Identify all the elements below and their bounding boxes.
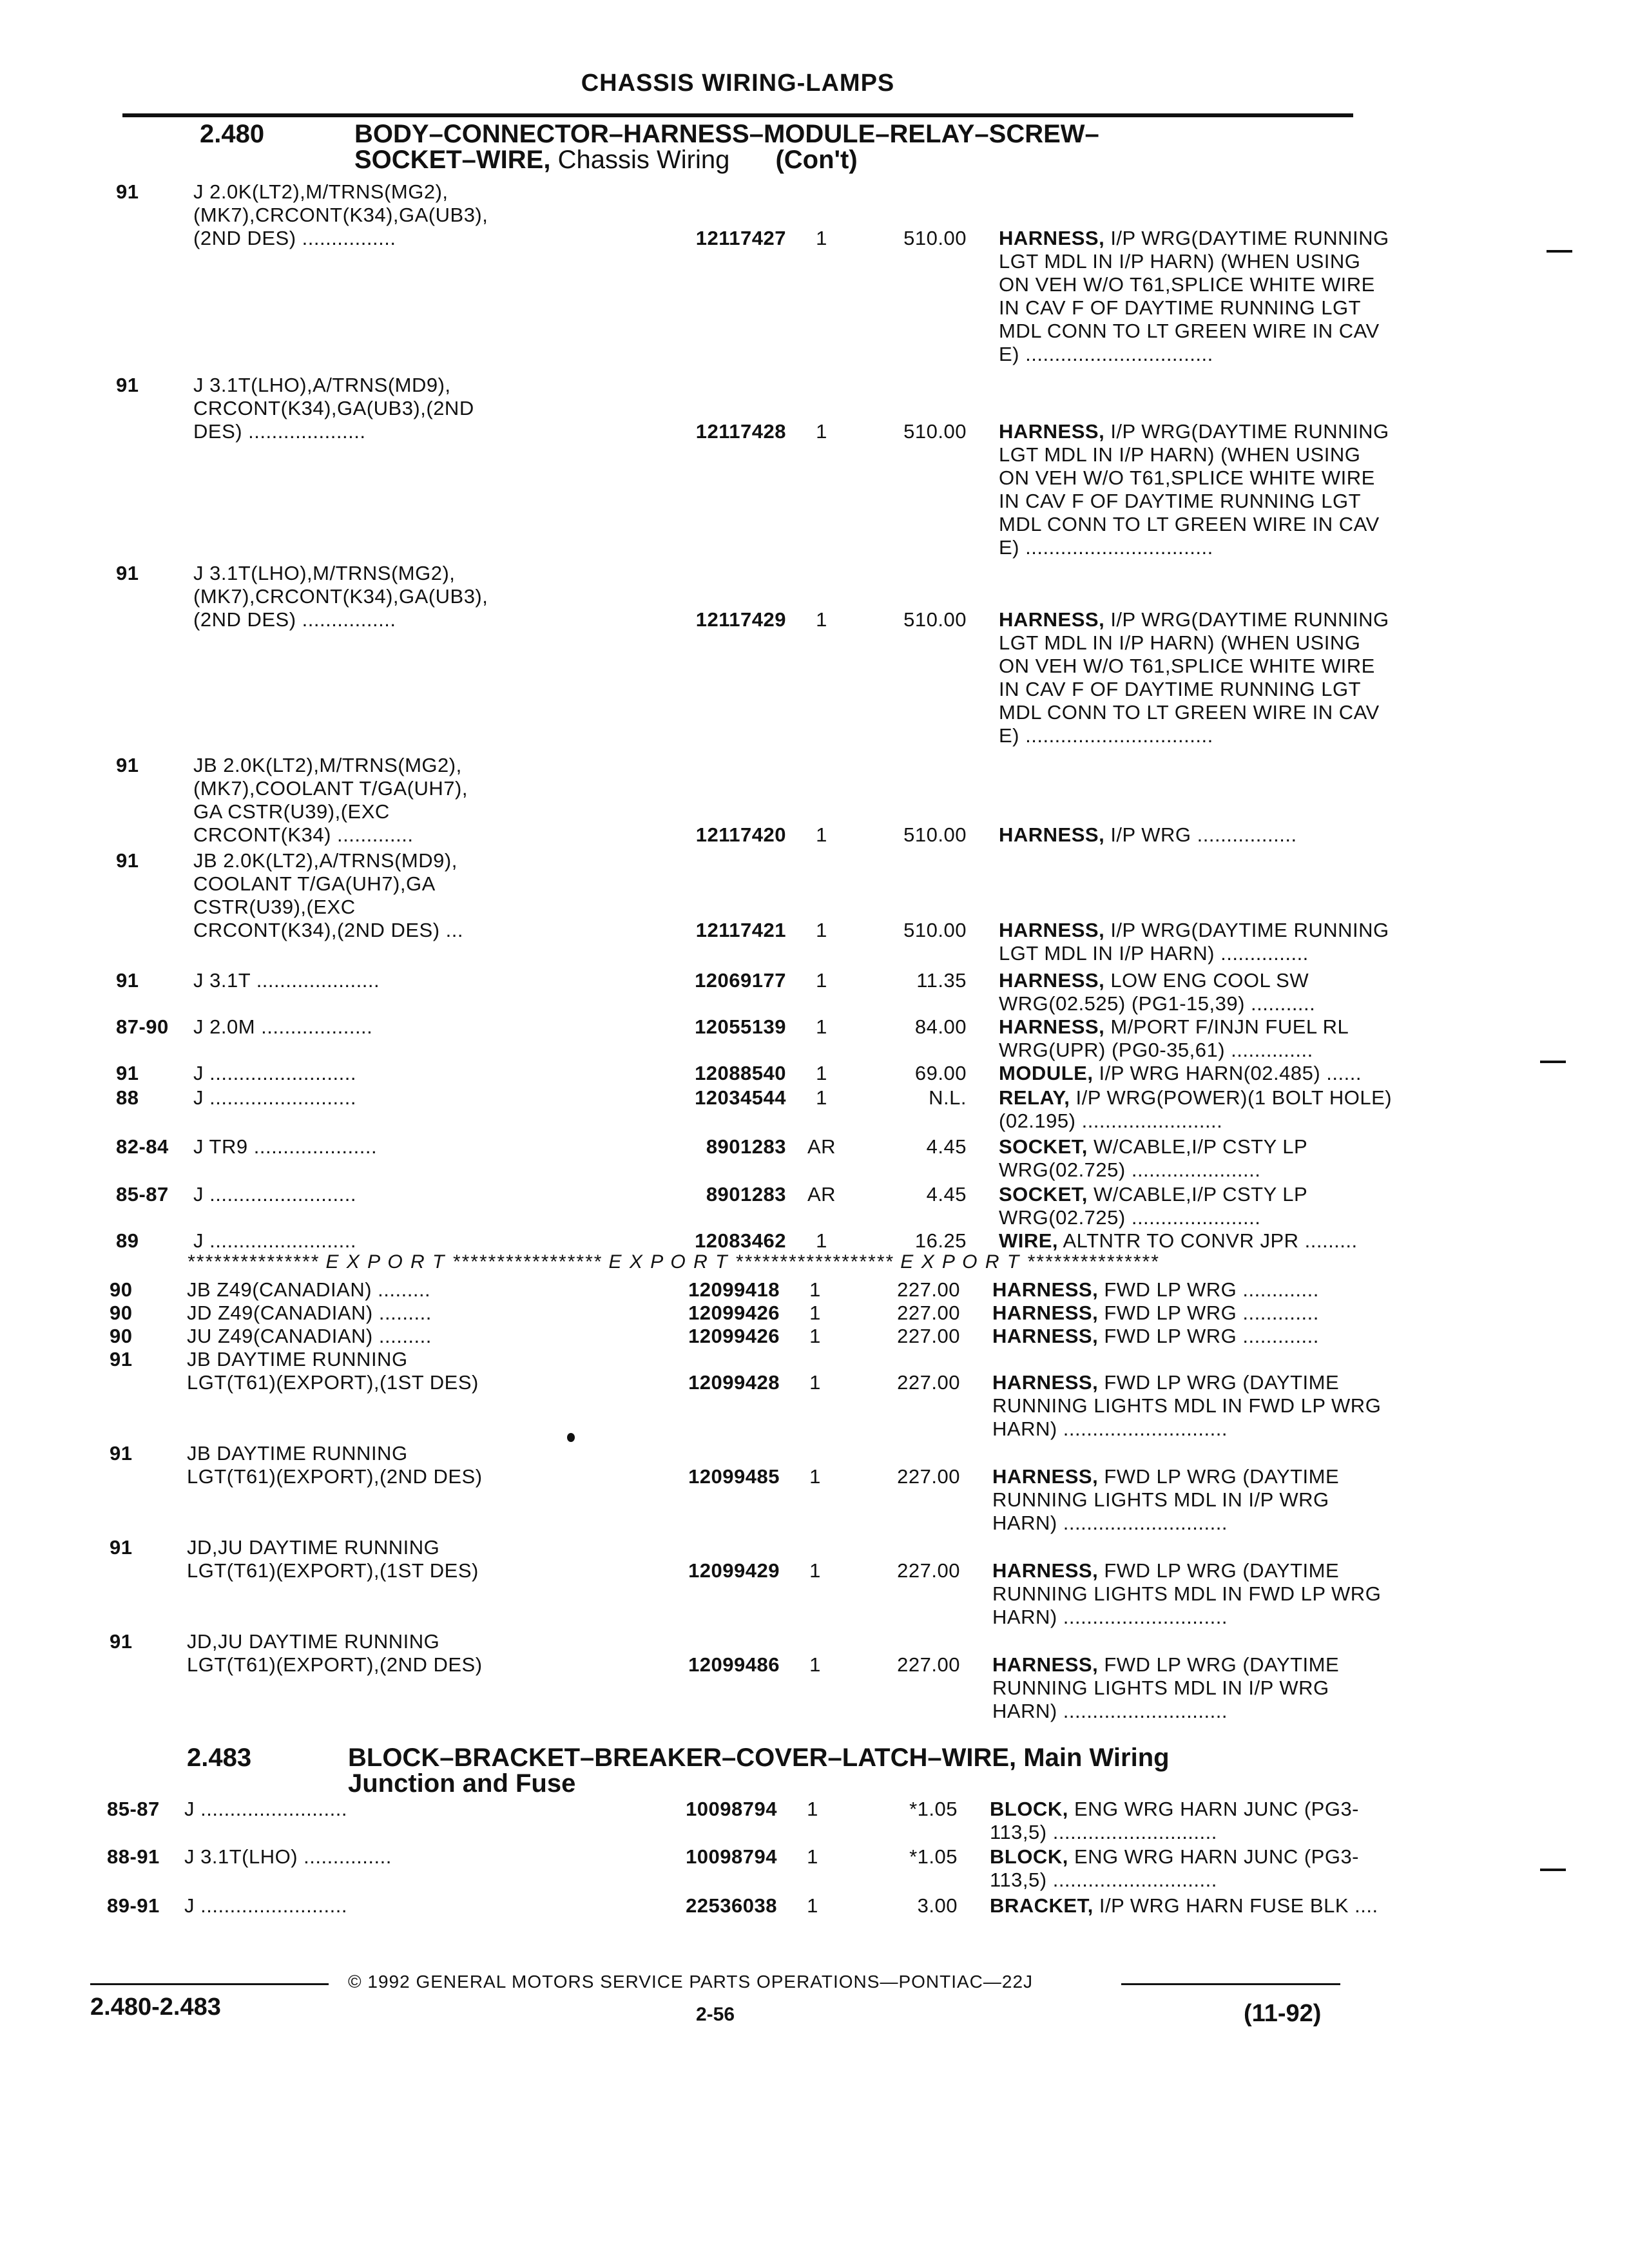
part-name-keyword: HARNESS, [992,1302,1099,1324]
margin-mark [1547,250,1572,253]
model-year: 91 [116,754,139,776]
part-name-detail: W/CABLE,I/P CSTY LP WRG(02.725) ...................... [999,1183,1308,1229]
page-header: CHASSIS WIRING-LAMPS [581,70,895,97]
dot-mark [567,1433,575,1442]
quantity: 1 [809,1653,821,1676]
section-number: 2.480 [200,120,265,148]
quantity: 1 [809,1465,821,1488]
price: 227.00 [897,1302,960,1324]
part-name [999,823,1463,847]
quantity: 1 [809,1325,821,1347]
quantity: 1 [816,420,827,443]
quantity: 1 [816,919,827,941]
model-year: 88-91 [107,1845,160,1868]
part-name [992,1465,1456,1535]
part-name-detail: LOW ENG COOL SW WRG(02.525) (PG1-15,39) ........... [999,969,1316,1015]
part-name [999,1062,1463,1085]
price: 227.00 [897,1653,960,1676]
model-description: JB 2.0K(LT2),A/TRNS(MD9), COOLANT T/GA(UH7),GA CSTR(U39),(EXC CRCONT(K34),(2ND DES) ... [193,849,463,941]
model-year: 85-87 [107,1798,160,1820]
part-name-keyword: HARNESS, [999,1015,1105,1038]
part-name [999,1086,1463,1133]
model-year: 91 [110,1536,133,1559]
price: 227.00 [897,1371,960,1394]
part-name-detail: I/P WRG(POWER)(1 BOLT HOLE) (02.195) ........................ [999,1086,1393,1132]
quantity: 1 [816,608,827,631]
model-description: JD,JU DAYTIME RUNNING LGT(T61)(EXPORT),(1ST DES) [187,1536,479,1582]
part-name-detail: W/CABLE,I/P CSTY LP WRG(02.725) ...................... [999,1135,1308,1181]
part-name-keyword: HARNESS, [992,1559,1099,1582]
quantity: 1 [807,1894,818,1917]
part-name-keyword: BLOCK, [990,1845,1068,1868]
model-year: 91 [116,969,139,992]
model-year: 90 [110,1325,133,1347]
model-description: J 2.0K(LT2),M/TRNS(MG2), (MK7),CRCONT(K34),GA(UB3), (2ND DES) ................ [193,180,488,249]
part-name-detail: I/P WRG HARN FUSE BLK .... [1093,1894,1378,1917]
quantity: 1 [809,1302,821,1324]
model-description: JB DAYTIME RUNNING LGT(T61)(EXPORT),(1ST DES) [187,1348,479,1394]
model-description: J ......................... [193,1086,356,1109]
part-number: 12099418 [688,1278,780,1301]
section-title-line1 [348,1745,1443,1771]
part-name-detail: I/P WRG HARN(02.485) ...... [1093,1062,1362,1084]
part-name-keyword: RELAY, [999,1086,1070,1109]
footer-copyright: © 1992 GENERAL MOTORS SERVICE PARTS OPERATIONS—PONTIAC—22J [348,1972,1034,1992]
part-number: 10098794 [686,1798,777,1820]
part-number: 12088540 [695,1062,786,1084]
model-year: 87-90 [116,1015,169,1038]
model-year: 82-84 [116,1135,169,1158]
part-number: 12083462 [695,1229,786,1252]
model-description: J 2.0M ................... [193,1015,373,1038]
model-year: 89 [116,1229,139,1252]
section-title [354,121,1450,173]
price: 69.00 [914,1062,967,1084]
footer-rule-right [1121,1983,1340,1985]
part-name-keyword: HARNESS, [999,969,1105,992]
margin-mark [1540,1061,1566,1063]
price: 510.00 [903,919,967,941]
part-name [999,919,1463,965]
part-name-keyword: HARNESS, [992,1653,1099,1676]
part-name-keyword: HARNESS, [992,1465,1099,1488]
price: *1.05 [909,1845,958,1868]
section-title-line2-text: SOCKET–WIRE, [354,146,551,174]
part-name [992,1278,1456,1302]
model-description: J TR9 ..................... [193,1135,378,1158]
quantity: 1 [816,227,827,249]
part-number: 12117429 [695,608,786,631]
model-description: JD,JU DAYTIME RUNNING LGT(T61)(EXPORT),(2ND DES) [187,1630,483,1676]
part-name-detail: I/P WRG(DAYTIME RUNNING LGT MDL IN I/P HARN) ............... [999,919,1389,965]
part-number: 12099486 [688,1653,780,1676]
part-number: 12034544 [695,1086,786,1109]
quantity: 1 [809,1559,821,1582]
model-description: J ......................... [184,1798,347,1820]
part-name-keyword: SOCKET, [999,1183,1088,1206]
model-year: 91 [116,849,139,872]
part-name [999,1183,1463,1229]
part-number: 10098794 [686,1845,777,1868]
footer-rule-left [90,1983,329,1985]
section-title-line1: BODY–CONNECTOR–HARNESS–MODULE–RELAY–SCREW– [354,120,1099,148]
margin-mark [1540,1869,1566,1871]
part-name-detail: ENG WRG HARN JUNC (PG3- 113,5) ............................ [990,1845,1360,1891]
section-number: 2.483 [187,1744,252,1772]
part-name [999,1229,1463,1253]
model-year: 91 [116,562,139,584]
header-rule [122,113,1353,117]
price: 16.25 [914,1229,967,1252]
part-name-detail: ALTNTR TO CONVR JPR ......... [1058,1229,1358,1252]
part-name [999,608,1463,747]
model-description: J ......................... [193,1229,356,1252]
part-name [990,1798,1454,1844]
model-description: J 3.1T(LHO),A/TRNS(MD9), CRCONT(K34),GA(UB3),(2ND DES) .................... [193,374,474,443]
part-name-detail: I/P WRG(DAYTIME RUNNING LGT MDL IN I/P HARN) (WHEN USING ON VEH W/O T61,SPLICE WHITE WIRE IN CAV F OF DAYTIME RUNNING LGT MDL CONN TO LT GREEN WIRE IN CAV E) ................................ [999,608,1389,747]
part-name-detail: I/P WRG(DAYTIME RUNNING LGT MDL IN I/P HARN) (WHEN USING ON VEH W/O T61,SPLICE WHITE WIRE IN CAV F OF DAYTIME RUNNING LGT MDL CONN TO LT GREEN WIRE IN CAV E) ................................ [999,227,1389,365]
price: 227.00 [897,1325,960,1347]
price: 11.35 [916,969,967,992]
price: 510.00 [903,823,967,846]
model-description: J 3.1T ..................... [193,969,380,992]
part-name-keyword: HARNESS, [992,1278,1099,1301]
price: 84.00 [914,1015,967,1038]
part-name [990,1894,1454,1917]
part-number: 12117428 [695,420,786,443]
model-year: 91 [116,374,139,396]
quantity: 1 [816,1229,827,1252]
part-name-keyword: WIRE, [999,1229,1059,1252]
price: 510.00 [903,420,967,443]
part-name-detail: M/PORT F/INJN FUEL RL WRG(UPR) (PG0-35,61) .............. [999,1015,1349,1061]
model-description: JB DAYTIME RUNNING LGT(T61)(EXPORT),(2ND DES) [187,1442,483,1488]
part-name-detail: FWD LP WRG ............. [1098,1325,1319,1347]
price: 227.00 [897,1278,960,1301]
model-year: 90 [110,1278,133,1301]
part-number: 12117420 [695,823,786,846]
price: 227.00 [897,1559,960,1582]
price: 510.00 [903,227,967,249]
model-description: J 3.1T(LHO),M/TRNS(MG2), (MK7),CRCONT(K34),GA(UB3), (2ND DES) ................ [193,562,488,631]
part-name [992,1653,1456,1723]
section-title-line1-text: BLOCK–BRACKET–BREAKER–COVER–LATCH–WIRE, [348,1744,1017,1772]
part-name [992,1325,1456,1348]
part-name [999,420,1463,559]
model-year: 91 [116,1062,139,1084]
part-name-keyword: MODULE, [999,1062,1094,1084]
part-number: 12099426 [688,1325,780,1347]
model-year: 85-87 [116,1183,169,1206]
quantity: 1 [816,1086,827,1109]
quantity: 1 [809,1371,821,1394]
part-name-keyword: HARNESS, [992,1325,1099,1347]
quantity: 1 [816,823,827,846]
price: *1.05 [909,1798,958,1820]
part-number: 12117421 [695,919,786,941]
part-name [992,1559,1456,1629]
part-name [999,1015,1463,1062]
quantity: 1 [816,969,827,992]
part-name [999,1135,1463,1182]
part-name [999,969,1463,1015]
model-year: 91 [116,180,139,203]
part-name-detail: I/P WRG ................. [1104,823,1297,846]
part-name-detail: FWD LP WRG (DAYTIME RUNNING LIGHTS MDL IN FWD LP WRG HARN) ............................ [992,1371,1382,1440]
part-name-keyword: HARNESS, [992,1371,1099,1394]
section-title [348,1745,1443,1796]
price: 3.00 [917,1894,958,1917]
part-name-keyword: HARNESS, [999,227,1105,249]
model-description: JB 2.0K(LT2),M/TRNS(MG2), (MK7),COOLANT T/GA(UH7), GA CSTR(U39),(EXC CRCONT(K34) ............. [193,754,468,846]
part-number: 12117427 [695,227,786,249]
model-description: JB Z49(CANADIAN) ......... [187,1278,431,1301]
part-number: 12069177 [695,969,786,992]
part-number: 8901283 [706,1183,786,1206]
part-name-detail: ENG WRG HARN JUNC (PG3- 113,5) ............................ [990,1798,1360,1843]
section-title-line2 [354,147,1450,173]
part-number: 12099428 [688,1371,780,1394]
part-name-detail: FWD LP WRG ............. [1098,1302,1319,1324]
quantity: AR [807,1183,836,1206]
part-name [999,227,1463,366]
model-year: 90 [110,1302,133,1324]
part-name-detail: I/P WRG(DAYTIME RUNNING LGT MDL IN I/P HARN) (WHEN USING ON VEH W/O T61,SPLICE WHITE WIRE IN CAV F OF DAYTIME RUNNING LGT MDL CONN TO LT GREEN WIRE IN CAV E) ................................ [999,420,1389,559]
quantity: AR [807,1135,836,1158]
model-year: 89-91 [107,1894,160,1917]
part-number: 12099426 [688,1302,780,1324]
footer-date: (11-92) [1244,2000,1322,2027]
quantity: 1 [816,1015,827,1038]
part-name-keyword: BLOCK, [990,1798,1068,1820]
model-description: J ......................... [193,1183,356,1206]
quantity: 1 [816,1062,827,1084]
part-name [992,1302,1456,1325]
model-description: JD Z49(CANADIAN) ......... [187,1302,432,1324]
footer-page-number: 2-56 [696,2004,735,2025]
part-name-keyword: HARNESS, [999,919,1105,941]
section-subtitle: Chassis Wiring [557,146,730,174]
model-year: 91 [110,1442,133,1465]
part-number: 22536038 [686,1894,777,1917]
part-name-keyword: HARNESS, [999,420,1105,443]
price: 4.45 [926,1135,967,1158]
model-year: 91 [110,1348,133,1370]
section-continued: (Con't) [775,146,858,174]
price: N.L. [929,1086,967,1109]
export-divider: *************** E X P O R T ***************** E X P O R T ****************** E X P O R T *************** [187,1251,1159,1273]
footer-section-range: 2.480-2.483 [90,1994,221,2021]
model-description: J ......................... [193,1062,356,1084]
part-name-keyword: HARNESS, [999,823,1105,846]
part-number: 8901283 [706,1135,786,1158]
part-name-keyword: HARNESS, [999,608,1105,631]
part-name-detail: FWD LP WRG (DAYTIME RUNNING LIGHTS MDL IN I/P WRG HARN) ............................ [992,1653,1340,1722]
model-description: JU Z49(CANADIAN) ......... [187,1325,432,1347]
part-name-detail: FWD LP WRG (DAYTIME RUNNING LIGHTS MDL IN I/P WRG HARN) ............................ [992,1465,1340,1534]
part-name [990,1845,1454,1892]
quantity: 1 [807,1845,818,1868]
model-year: 91 [110,1630,133,1653]
model-year: 88 [116,1086,139,1109]
part-number: 12099429 [688,1559,780,1582]
section-subtitle: Main Wiring [1023,1744,1170,1772]
quantity: 1 [809,1278,821,1301]
part-name-detail: FWD LP WRG (DAYTIME RUNNING LIGHTS MDL IN FWD LP WRG HARN) ............................ [992,1559,1382,1628]
price: 227.00 [897,1465,960,1488]
quantity: 1 [807,1798,818,1820]
part-name-detail: FWD LP WRG ............. [1098,1278,1319,1301]
part-name [992,1371,1456,1441]
price: 4.45 [926,1183,967,1206]
model-description: J 3.1T(LHO) ............... [184,1845,392,1868]
model-description: J ......................... [184,1894,347,1917]
part-number: 12099485 [688,1465,780,1488]
section-title-line2: Junction and Fuse [348,1769,576,1798]
part-name-keyword: BRACKET, [990,1894,1094,1917]
price: 510.00 [903,608,967,631]
part-name-keyword: SOCKET, [999,1135,1088,1158]
part-number: 12055139 [695,1015,786,1038]
